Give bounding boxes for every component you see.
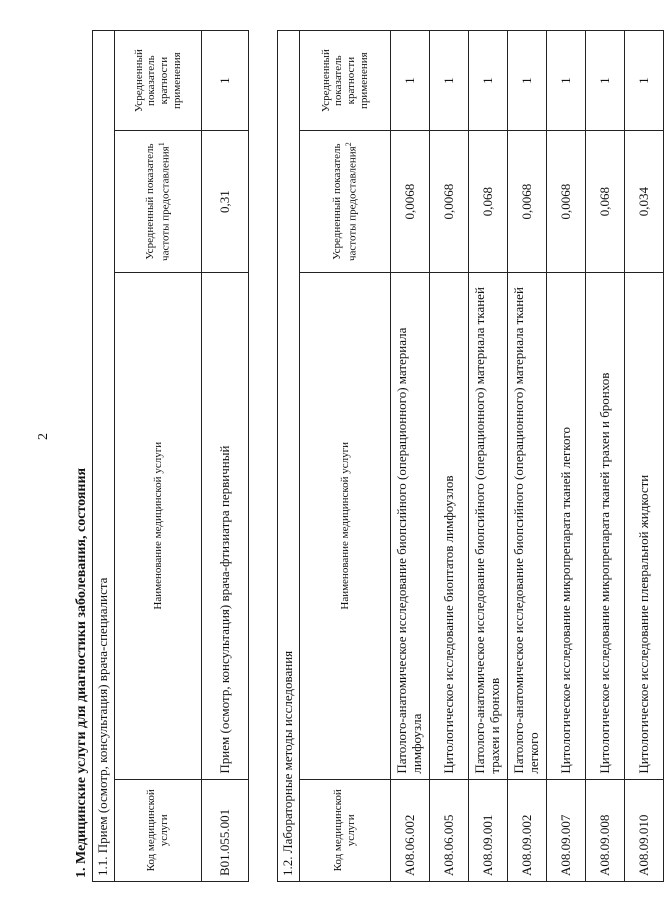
table-row: [202, 31, 249, 882]
service-name: Патолого-анатомическое исследование биопсийного (операционного) материала тканей легкого: [508, 272, 547, 779]
column-header-name: Наименование медицинской услуги: [115, 272, 202, 779]
service-name: Патолого-анатомическое исследование биопсийного (операционного) материала тканей трахеи и бронхов: [469, 272, 508, 779]
multiplicity-value: 1: [547, 31, 586, 131]
table-consultations: [92, 30, 249, 882]
column-header-frequency-text: Усредненный показатель частоты предоставления: [144, 143, 172, 261]
table-row: [391, 31, 430, 882]
service-code: B01.055.001: [202, 779, 249, 881]
frequency-value: 0,034: [625, 131, 664, 273]
service-code: A08.09.007: [547, 779, 586, 881]
section-title: 1. Медицинские услуги для диагностики заболевания, состояния: [74, 467, 89, 878]
multiplicity-value: 1: [391, 31, 430, 131]
table-row: [586, 31, 625, 882]
column-header-multiplicity: Усредненный показатель кратности применения: [300, 31, 391, 131]
service-name: Цитологическое исследование микропрепарата тканей легкого: [547, 272, 586, 779]
frequency-value: 0,0068: [391, 131, 430, 273]
table-caption: 1.2. Лабораторные методы исследования: [278, 31, 300, 882]
multiplicity-value: 1: [625, 31, 664, 131]
multiplicity-value: 1: [469, 31, 508, 131]
frequency-value: 0,068: [586, 131, 625, 273]
column-header-frequency: [300, 131, 391, 273]
table-lab-methods: [277, 30, 664, 882]
service-name: Патолого-анатомическое исследование биопсийного (операционного) материала лимфоузла: [391, 272, 430, 779]
service-code: A08.09.002: [508, 779, 547, 881]
service-code: A08.09.010: [625, 779, 664, 881]
frequency-value: 0,0068: [430, 131, 469, 273]
service-name: Прием (осмотр, консультация) врача-фтизиатра первичный: [202, 272, 249, 779]
table-caption: 1.1. Прием (осмотр, консультация) врача-специалиста: [93, 31, 115, 882]
service-name: Цитологическое исследование микропрепарата тканей трахеи и бронхов: [586, 272, 625, 779]
page-number: 2: [36, 433, 51, 440]
frequency-value: 0,0068: [547, 131, 586, 273]
multiplicity-value: 1: [586, 31, 625, 131]
service-name: Цитологическое исследование биоптатов лимфоузлов: [430, 272, 469, 779]
service-code: A08.09.008: [586, 779, 625, 881]
table-row: [547, 31, 586, 882]
service-code: A08.06.002: [391, 779, 430, 881]
footnote-marker: 1: [156, 142, 166, 147]
column-header-code: Код медицинской услуги: [115, 779, 202, 881]
frequency-value: 0,0068: [508, 131, 547, 273]
service-name: Цитологическое исследование плевральной жидкости: [625, 272, 664, 779]
column-header-multiplicity: Усредненный показатель кратности применения: [115, 31, 202, 131]
frequency-value: 0,31: [202, 131, 249, 273]
multiplicity-value: 1: [430, 31, 469, 131]
column-header-code: Код медицинской услуги: [300, 779, 391, 881]
service-code: A08.09.001: [469, 779, 508, 881]
service-code: A08.06.005: [430, 779, 469, 881]
multiplicity-value: 1: [202, 31, 249, 131]
table-spacer: [249, 30, 277, 882]
table-row: [625, 31, 664, 882]
table-row: [469, 31, 508, 882]
column-header-name: Наименование медицинской услуги: [300, 272, 391, 779]
frequency-value: 0,068: [469, 131, 508, 273]
column-header-frequency-text: Усредненный показатель частоты предоставления: [331, 143, 359, 261]
table-row: [430, 31, 469, 882]
column-header-frequency: [115, 131, 202, 273]
footnote-marker: 2: [343, 142, 353, 147]
document-sheet: [72, 30, 651, 882]
table-row: [508, 31, 547, 882]
multiplicity-value: 1: [508, 31, 547, 131]
